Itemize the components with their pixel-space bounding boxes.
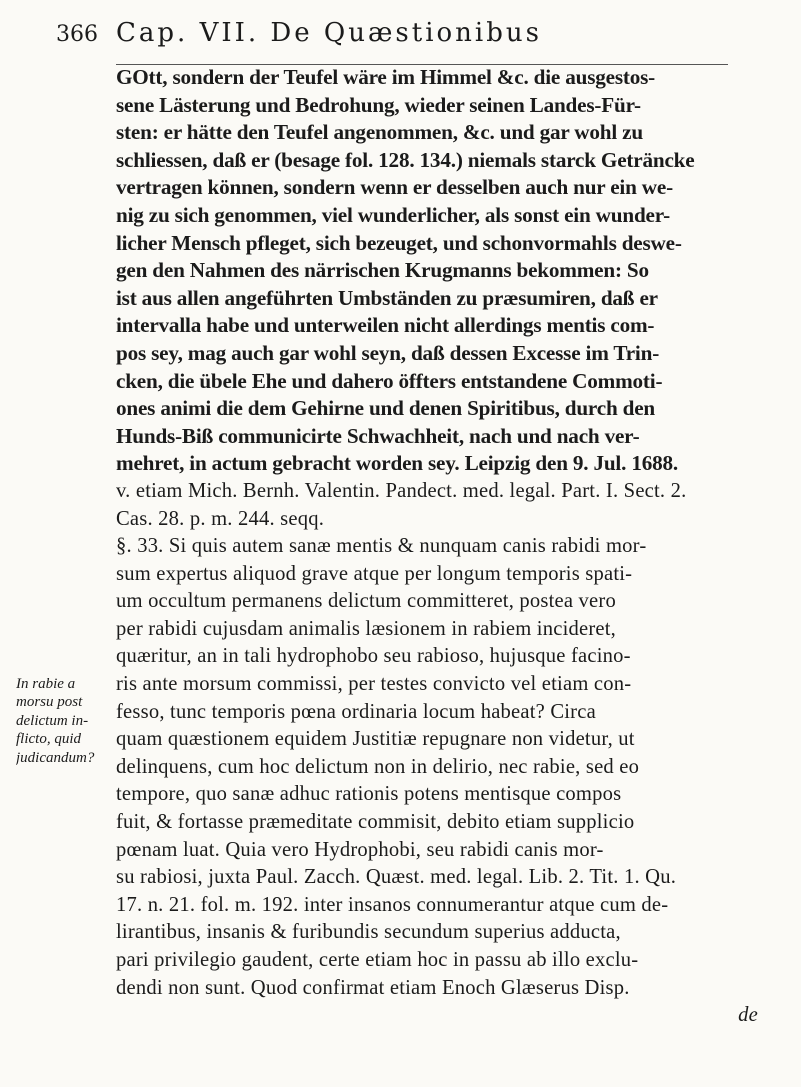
margin-note-line: In rabie a [16, 676, 76, 692]
margin-note-line: delictum in- [16, 712, 89, 729]
text-line: pari privilegio gaudent, certe etiam hoc in passu ab illo exclu- [116, 949, 639, 971]
text-line: 17. n. 21. fol. m. 192. inter insanos connumerantur atque cum de- [116, 893, 669, 916]
text-line: pœnam luat. Quia vero Hydrophobi, seu rabidi canis mor- [116, 838, 604, 861]
text-line: lirantibus, insanis & furibundis secundum superius adducta, [116, 921, 621, 944]
text-line: cken, die übele Ehe und dahero öffters entstandene Commoti- [116, 368, 663, 393]
body-text [116, 64, 772, 1030]
text-line: ones animi die dem Gehirne und denen Spiritibus, durch den [116, 396, 656, 421]
text-line: per rabidi cujusdam animalis læsionem in rabiem incideret, [116, 617, 616, 640]
text-line: intervalla habe und unterweilen nicht allerdings mentis com- [116, 313, 655, 338]
margin-note-line: flicto, quid [16, 731, 81, 748]
text-line: sten: er hätte den Teufel angenommen, &c. und gar wohl zu [116, 120, 643, 145]
text-line: Hunds-Biß communicirte Schwachheit, nach und nach ver- [116, 423, 640, 448]
text-line: ist aus allen angeführten Umbständen zu præsumiren, daß er [116, 285, 658, 310]
catchword: de [738, 1004, 758, 1027]
text-line: mehret, in actum gebracht worden sey. Leipzig den 9. Jul. 1688. [116, 451, 678, 476]
text-line: pos sey, mag auch gar wohl seyn, daß dessen Excesse im Trin- [116, 340, 660, 365]
text-line: sum expertus aliquod grave atque per longum temporis spati- [116, 562, 633, 585]
text-line: su rabiosi, juxta Paul. Zacch. Quæst. med. legal. Lib. 2. Tit. 1. Qu. [116, 866, 677, 889]
text-line: sene Lästerung und Bedrohung, wieder seinen Landes-Für- [116, 92, 641, 117]
text-line: quæritur, an in tali hydrophobo seu rabioso, hujusque facino- [116, 645, 631, 668]
text-line: vertragen können, sondern wenn er desselben auch nur ein we- [116, 175, 673, 200]
text-line: um occultum permanens delictum committeret, postea vero [116, 590, 616, 613]
text-line: Cas. 28. p. m. 244. seqq. [116, 507, 325, 530]
margin-note-line: judicandum? [16, 749, 95, 766]
text-line: licher Mensch pfleget, sich bezeuget, und schonvormahls deswe- [116, 230, 682, 255]
text-line: quam quæstionem equidem Justitiæ repugnare non videtur, ut [116, 728, 635, 751]
margin-note [16, 675, 116, 767]
page-header [56, 18, 746, 58]
margin-note-line: morsu post [16, 694, 83, 711]
page-number: 366 [56, 22, 98, 47]
running-head: Cap. VII. De Quæstionibus [116, 18, 542, 48]
text-line: dendi non sunt. Quod confirmat etiam Enoch Glæserus Disp. [116, 976, 630, 999]
text-line: nig zu sich genommen, viel wunderlicher, als sonst ein wunder- [116, 202, 671, 227]
text-line: §. 33. Si quis autem sanæ mentis & nunquam canis rabidi mor- [116, 535, 647, 558]
text-line: ris ante morsum commissi, per testes convicto vel etiam con- [116, 673, 632, 696]
text-line: gen den Nahmen des närrischen Krugmanns bekommen: So [116, 258, 649, 283]
text-line: GOtt, sondern der Teufel wäre im Himmel &c. die ausgestos- [116, 65, 656, 89]
text-line: schliessen, daß er (besage fol. 128. 134.) niemals starck Geträncke [116, 147, 695, 172]
text-line: tempore, quo sanæ adhuc rationis potens mentisque compos [116, 783, 622, 806]
text-line: v. etiam Mich. Bernh. Valentin. Pandect. med. legal. Part. I. Sect. 2. [116, 479, 687, 502]
text-line: fuit, & fortasse præmeditate commisit, debito etiam supplicio [116, 811, 635, 834]
text-line: delinquens, cum hoc delictum non in delirio, nec rabie, sed eo [116, 755, 640, 778]
text-line: fesso, tunc temporis pœna ordinaria locum habeat? Circa [116, 700, 596, 723]
